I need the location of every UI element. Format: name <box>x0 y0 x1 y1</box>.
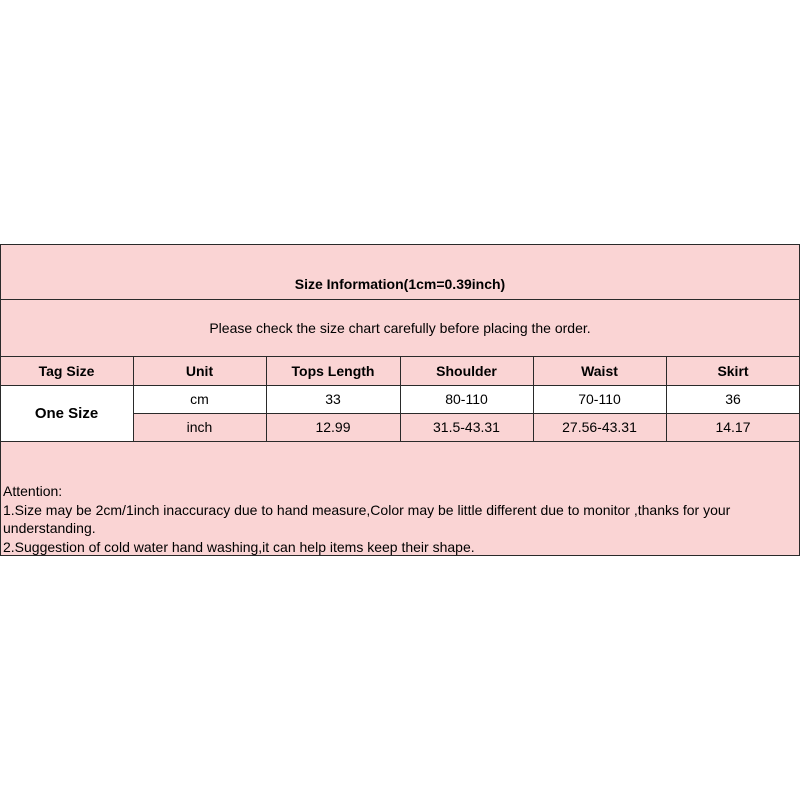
row-inch-tops-length: 12.99 <box>266 413 400 441</box>
divider-title <box>0 299 800 300</box>
header-waist: Waist <box>533 356 666 385</box>
border-left <box>0 244 1 556</box>
row-cm-unit: cm <box>133 385 266 413</box>
row-cm-tops-length: 33 <box>266 385 400 413</box>
row-inch-shoulder: 31.5-43.31 <box>400 413 533 441</box>
size-chart <box>0 244 800 556</box>
col-divider-3 <box>400 356 401 441</box>
row-cm-shoulder: 80-110 <box>400 385 533 413</box>
col-divider-1 <box>133 356 134 441</box>
row-inch-skirt: 14.17 <box>666 413 800 441</box>
row-cm-waist: 70-110 <box>533 385 666 413</box>
header-tag-size: Tag Size <box>0 356 133 385</box>
header-skirt: Skirt <box>666 356 800 385</box>
header-unit: Unit <box>133 356 266 385</box>
attention-heading: Attention: <box>3 483 63 499</box>
chart-title: Size Information(1cm=0.39inch) <box>0 244 800 299</box>
attention-line-2: 2.Suggestion of cold water hand washing,it can help items keep their shape. <box>3 538 475 555</box>
border-bottom <box>0 555 800 556</box>
tag-size-one-size: One Size <box>0 385 133 441</box>
row-inch-waist: 27.56-43.31 <box>533 413 666 441</box>
border-top <box>0 244 800 245</box>
header-shoulder: Shoulder <box>400 356 533 385</box>
attention-notes <box>0 482 800 556</box>
col-divider-2 <box>266 356 267 441</box>
order-notice: Please check the size chart carefully before placing the order. <box>0 299 800 356</box>
row-inch-unit: inch <box>133 413 266 441</box>
row-cm-skirt: 36 <box>666 385 800 413</box>
divider-cm-row <box>133 413 800 414</box>
col-divider-5 <box>666 356 667 441</box>
attention-line-1: 1.Size may be 2cm/1inch inaccuracy due to hand measure,Color may be little different due to monitor ,thanks for your understanding. <box>3 501 731 536</box>
col-divider-4 <box>533 356 534 441</box>
divider-table-bottom <box>0 441 800 442</box>
header-tops-length: Tops Length <box>266 356 400 385</box>
